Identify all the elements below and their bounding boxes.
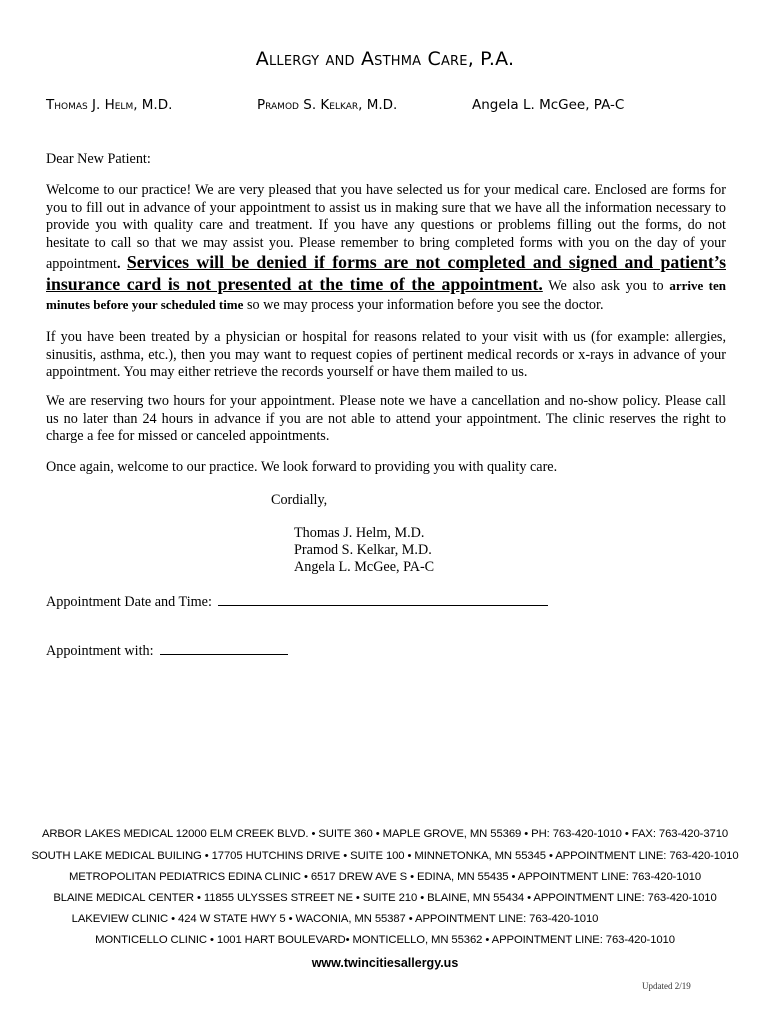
signature-mcgee: Angela L. McGee, PA-C [294, 559, 435, 575]
location-monticello: MONTICELLO CLINIC • 1001 HART BOULEVARD• MONTICELLO, MN 55362 • APPOINTMENT LINE: 763-420-1010 [95, 934, 675, 946]
provider-helm: Thomas J. Helm, M.D. [46, 97, 173, 113]
appointment-date-label: Appointment Date and Time: [46, 594, 212, 610]
appointment-with-label: Appointment with: [46, 643, 154, 659]
location-edina: METROPOLITAN PEDIATRICS EDINA CLINIC • 6517 DREW AVE S • EDINA, MN 55435 • APPOINTMENT LINE: 763-420-1010 [68, 871, 702, 883]
appointment-with-field [46, 640, 288, 660]
welcome-period: . [116, 256, 121, 273]
arrive-early-notice: arrive ten minutes before your scheduled time [46, 277, 727, 312]
services-denied-warning: Services will be denied if forms are not completed and signed and patient’s insurance card is not presented at the time of the appointment. [46, 252, 726, 294]
provider-kelkar: Pramod S. Kelkar, M.D. [257, 97, 398, 113]
page-title: Allergy and Asthma Care, P.A. [255, 48, 515, 70]
signature-kelkar: Pramod S. Kelkar, M.D. [294, 542, 432, 558]
provider-mcgee: Angela L. McGee, PA-C [472, 97, 625, 113]
location-south-lake: SOUTH LAKE MEDICAL BUILING • 17705 HUTCHINS DRIVE • SUITE 100 • MINNETONKA, MN 55345 • APPOINTMENT LINE: 763-420-1010 [31, 850, 739, 862]
paragraph-welcome [46, 182, 726, 314]
appointment-date-field [46, 591, 548, 611]
signature-helm: Thomas J. Helm, M.D. [294, 525, 425, 541]
arrive-text: We also ask you to [548, 277, 664, 294]
location-arbor-lakes: ARBOR LAKES MEDICAL 12000 ELM CREEK BLVD. • SUITE 360 • MAPLE GROVE, MN 55369 • PH: 763-420-1010 • FAX: 763-420-3710 [41, 828, 729, 840]
appointment-with-blank[interactable] [160, 640, 288, 655]
website-link[interactable]: www.twincitiesallergy.us [311, 956, 459, 970]
updated-date: Updated 2/19 [642, 981, 691, 991]
greeting: Dear New Patient: [46, 151, 151, 167]
location-lakeview: LAKEVIEW CLINIC • 424 W STATE HWY 5 • WACONIA, MN 55387 • APPOINTMENT LINE: 763-420-1010 [71, 913, 599, 925]
welcome-text: Welcome to our practice! We are very pleased that you have selected us for your medical care. Enclosed are forms for you to fill out in advance of your appointment to assist us in making sure that we have all the information necessary to provide you with quality care and treatment. If you have any questions or problems filling out the forms, do not hesitate to call so that we may assist you. Please remember to bring completed forms with you on the day of your appointment [46, 182, 726, 273]
appointment-date-blank[interactable] [218, 591, 548, 606]
paragraph-cancellation: We are reserving two hours for your appointment. Please note we have a cancellation and no-show policy. Please call us no later than 24 hours in advance if you are not able to attend your appointment. The clinic reserves the right to charge a fee for missed or canceled appointments. [46, 393, 726, 445]
paragraph-closing: Once again, welcome to our practice. We look forward to providing you with quality care. [46, 459, 558, 475]
closing: Cordially, [271, 492, 328, 508]
paragraph-records: If you have been treated by a physician or hospital for reasons related to your visit with us (for example: allergies, sinusitis, asthma, etc.), then you may want to request copies of pertinent medical records or x-rays in advance of your appointment. You may either retrieve the records yourself or have them mailed to us. [46, 329, 726, 381]
process-info-text: so we may process your information before you see the doctor. [246, 296, 604, 313]
location-blaine: BLAINE MEDICAL CENTER • 11855 ULYSSES STREET NE • SUITE 210 • BLAINE, MN 55434 • APPOINTMENT LINE: 763-420-1010 [53, 892, 717, 904]
